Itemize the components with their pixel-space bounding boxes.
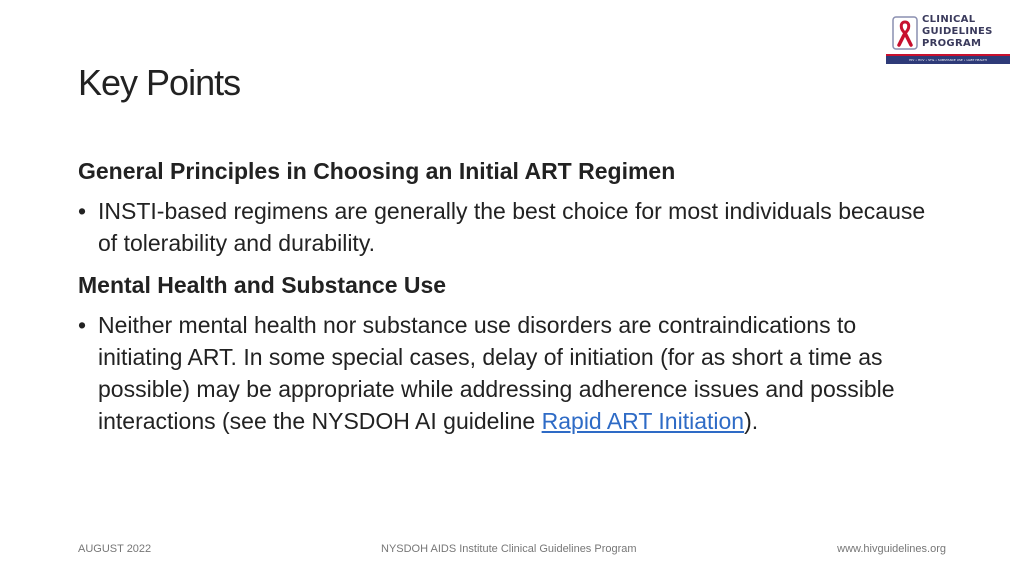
section-mental-health: [78, 269, 928, 437]
logo-line-3: PROGRAM: [922, 38, 982, 49]
footer-date: AUGUST 2022: [78, 543, 152, 555]
bullet-list: [78, 309, 928, 437]
slide-content: [78, 155, 928, 447]
section-heading: Mental Health and Substance Use: [78, 272, 447, 298]
slide-title: Key Points: [78, 62, 241, 103]
rapid-art-initiation-link[interactable]: Rapid ART Initiation: [541, 408, 745, 434]
bullet-item: [78, 309, 928, 437]
footer-program: NYSDOH AIDS Institute Clinical Guidelines Program: [381, 543, 637, 555]
section-general-principles: [78, 155, 928, 259]
section-heading: General Principles in Choosing an Initial ART Regimen: [78, 158, 676, 184]
awareness-ribbon-icon: [892, 16, 918, 50]
logo-tagline-bar: HIV • HCV • STIs • SUBSTANCE USE • LGBT HEALTH: [886, 54, 1010, 64]
bullet-list: [78, 195, 928, 259]
logo-line-2: GUIDELINES: [922, 26, 993, 37]
bullet-text-prefix: Neither mental health nor substance use disorders are contraindications to initiating ART. In some special cases, delay of initiation (for as short a time as possible) may be appropriate while addressing adherence issues and possible interactions (see the NYSDOH AI guideline: [98, 312, 895, 434]
bullet-item: • INSTI-based regimens are generally the best choice for most individuals because of tolerability and durability.: [78, 195, 928, 259]
logo-wordmark: [922, 14, 993, 50]
footer-website: www.hivguidelines.org: [837, 543, 946, 555]
clinical-guidelines-program-logo: [886, 12, 1010, 64]
bullet-text-suffix: ).: [744, 408, 759, 434]
logo-line-1: CLINICAL: [922, 14, 976, 25]
